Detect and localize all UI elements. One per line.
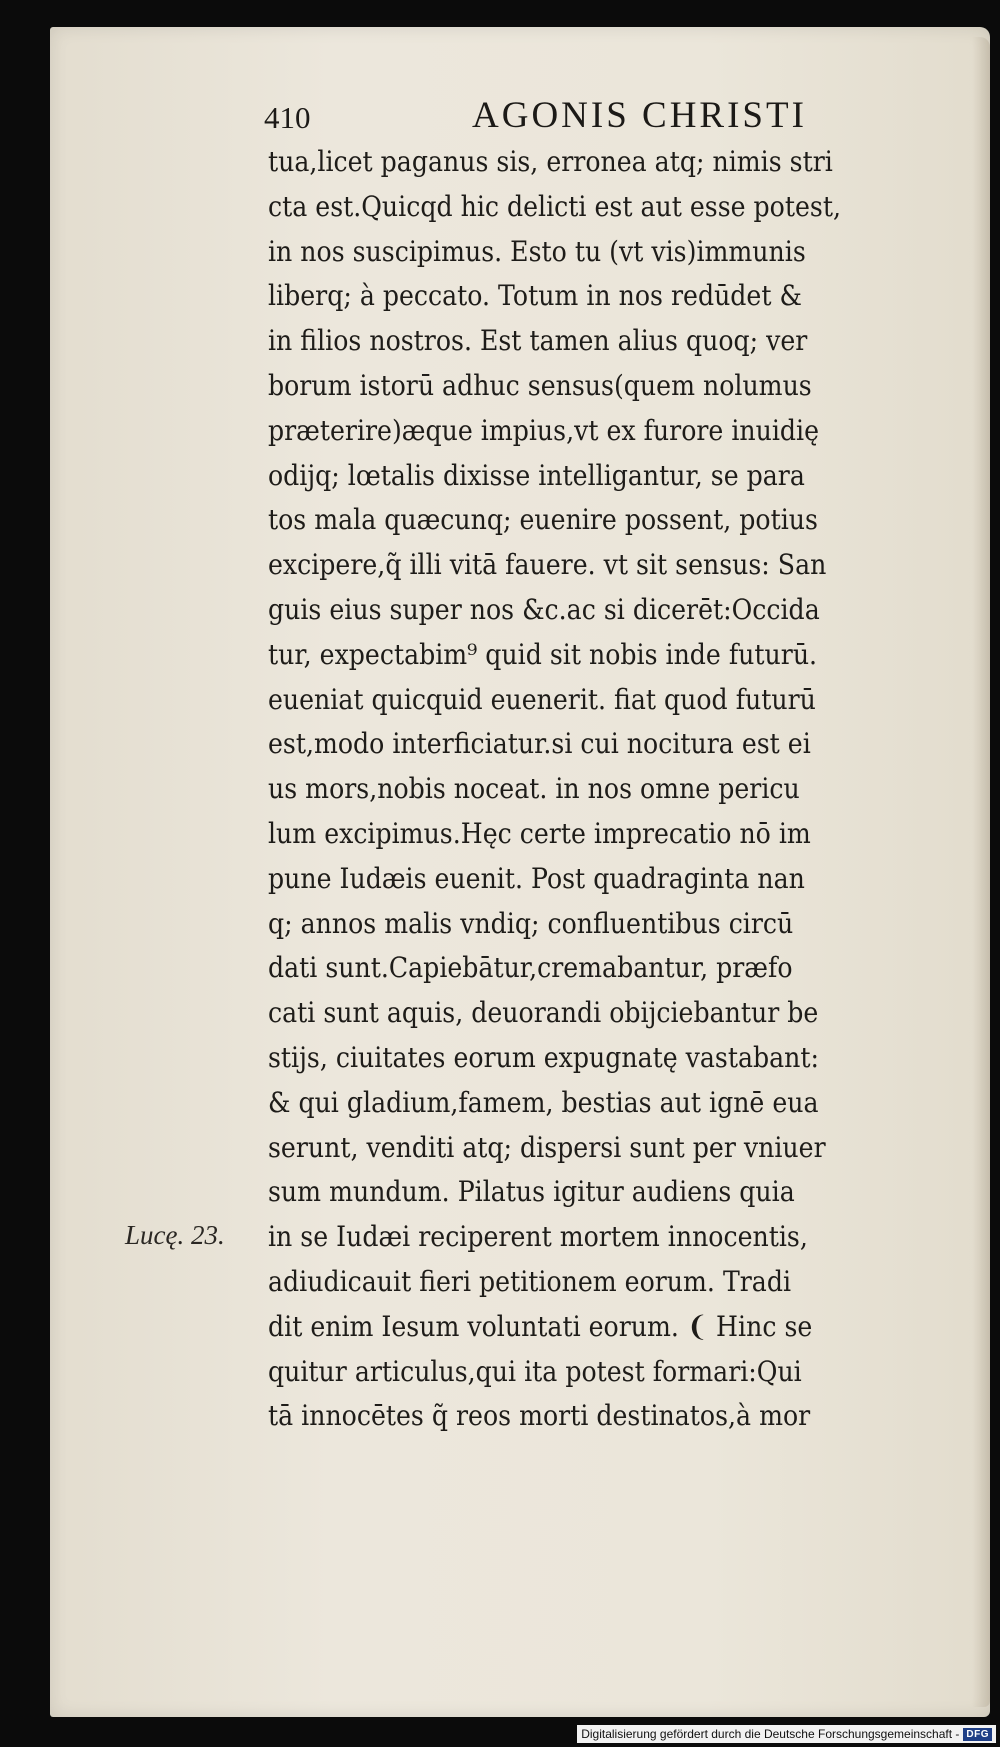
text-line: quitur articulus,qui ita potest formari:Qui xyxy=(268,1354,802,1388)
text-line: est,modo interficiatur.si cui nocitura est ei xyxy=(268,727,811,761)
text-line: & qui gladium,famem, bestias aut ignē eua xyxy=(268,1085,819,1119)
text-line: tā innocētes q̃ reos morti destinatos,à mor xyxy=(268,1399,811,1433)
text-line: tua,licet paganus sis, erronea atq; nimis stri xyxy=(268,145,833,178)
credit-text: Digitalisierung gefördert durch die Deutsche Forschungsgemeinschaft - xyxy=(581,1727,960,1741)
text-line: sum mundum. Pilatus igitur audiens quia xyxy=(268,1175,795,1209)
text-line: in filios nostros. Est tamen alius quoq; ver xyxy=(268,324,808,358)
text-line: eueniat quicquid euenerit. fiat quod futurū xyxy=(268,682,816,716)
text-line: excipere,q̃ illi vitā fauere. vt sit sensus: San xyxy=(268,548,827,582)
text-line: cta est.Quicqd hic delicti est aut esse potest, xyxy=(268,189,841,223)
text-line: dati sunt.Capiebātur,cremabantur, præfo xyxy=(268,951,793,985)
text-line: cati sunt aquis, deuorandi obijciebantur be xyxy=(268,996,819,1030)
text-line: adiudicauit fieri petitionem eorum. Tradi xyxy=(268,1264,792,1298)
text-line: pune Iudæis euenit. Post quadraginta nan xyxy=(268,861,805,895)
margin-note: Lucę. 23. xyxy=(125,1220,225,1250)
text-line: guis eius super nos &c.ac si dicerēt:Occida xyxy=(268,592,820,626)
text-line: tos mala quæcunq; euenire possent, potius xyxy=(268,503,818,537)
text-line: us mors,nobis noceat. in nos omne pericu xyxy=(268,772,800,806)
text-line: tur, expectabim⁹ quid sit nobis inde futurū. xyxy=(268,637,818,671)
dfg-logo: DFG xyxy=(963,1728,992,1741)
running-head: AGONIS CHRISTI xyxy=(472,95,807,136)
text-line: stijs, ciuitates eorum expugnatę vastabant: xyxy=(268,1040,820,1074)
text-line: borum istorū adhuc sensus(quem nolumus xyxy=(268,368,812,402)
text-line: liberq; à peccato. Totum in nos redūdet & xyxy=(268,279,802,313)
text-line: præterire)æque impius,vt ex furore inuidię xyxy=(268,413,820,447)
page-header xyxy=(264,92,944,140)
page-number: 410 xyxy=(264,100,311,135)
text-line: lum excipimus.Hęc certe imprecatio nō im xyxy=(268,816,811,850)
text-line: odijq; lœtalis dixisse intelligantur, se para xyxy=(268,458,805,492)
digitization-credit xyxy=(577,1725,996,1743)
text-line: dit enim Iesum voluntati eorum. ❨ Hinc se xyxy=(268,1309,813,1343)
text-line: in se Iudæi reciperent mortem innocentis, xyxy=(268,1220,808,1254)
text-line: serunt, venditi atq; dispersi sunt per vniuer xyxy=(268,1130,826,1164)
body-text xyxy=(268,140,953,1439)
page-edge-shadow xyxy=(972,37,990,1707)
text-line: q; annos malis vndiq; confluentibus circū xyxy=(268,906,794,940)
text-line: in nos suscipimus. Esto tu (vt vis)immunis xyxy=(268,234,806,268)
